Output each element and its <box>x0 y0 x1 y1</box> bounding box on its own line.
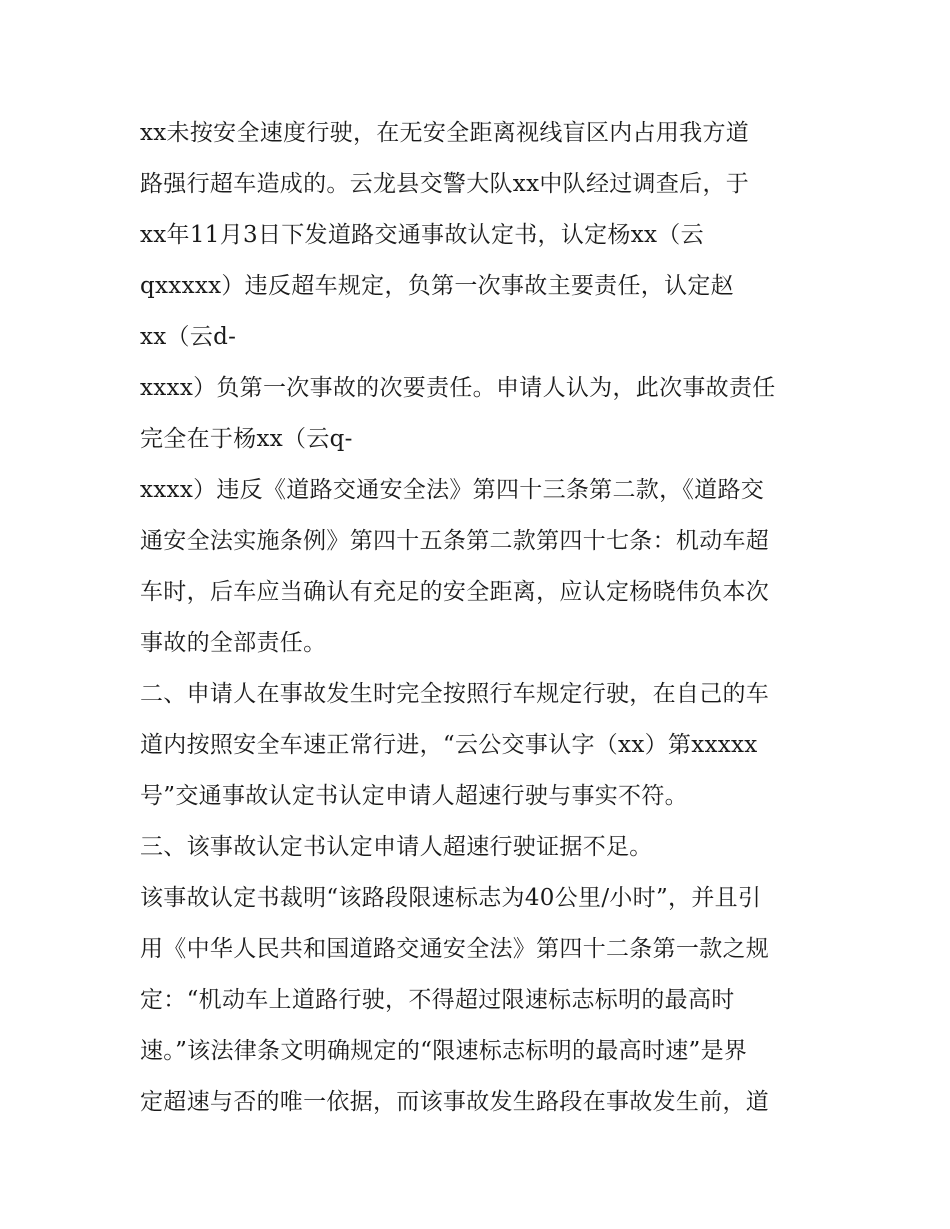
text-line: 用《中华人民共和国道路交通安全法》第四十二条第一款之规 <box>140 936 770 962</box>
text-line: xx未按安全速度行驶，在无安全距离视线盲区内占用我方道 <box>140 120 750 146</box>
text-line: 速。”该法律条文明确规定的“限速标志标明的最高时速”是界 <box>140 1038 748 1064</box>
text-line: 路强行超车造成的。云龙县交警大队xx中队经过调查后，于 <box>140 171 750 197</box>
text-line: 道内按照安全车速正常行进，“云公交事认字（xx）第xxxxx <box>140 732 758 758</box>
text-line: qxxxxx）违反超车规定，负第一次事故主要责任，认定赵 <box>140 273 734 299</box>
text-line: 二、申请人在事故发生时完全按照行车规定行驶，在自己的车 <box>140 681 770 707</box>
text-line: 定超速与否的唯一依据，而该事故发生路段在事故发生前，道 <box>140 1089 770 1115</box>
text-line: xx（云d- <box>140 324 237 350</box>
text-line: 完全在于杨xx（云q- <box>140 426 353 452</box>
text-line: xxxx）违反《道路交通安全法》第四十三条第二款，《道路交 <box>140 477 765 503</box>
text-line: 该事故认定书裁明“该路段限速标志为40公里/小时”，并且引 <box>140 885 762 911</box>
text-line: 定：“机动车上道路行驶，不得超过限速标志标明的最高时 <box>140 987 735 1013</box>
document-body <box>140 108 830 1128</box>
text-line: 号”交通事故认定书认定申请人超速行驶与事实不符。 <box>140 783 688 809</box>
text-line: 通安全法实施条例》第四十五条第二款第四十七条：机动车超 <box>140 528 770 554</box>
text-line: xx年11月3日下发道路交通事故认定书，认定杨xx（云 <box>140 222 704 248</box>
text-line: 事故的全部责任。 <box>140 630 327 656</box>
text-line: xxxx）负第一次事故的次要责任。申请人认为，此次事故责任 <box>140 375 776 401</box>
text-line: 车时，后车应当确认有充足的安全距离，应认定杨晓伟负本次 <box>140 579 770 605</box>
text-line: 三、该事故认定书认定申请人超速行驶证据不足。 <box>140 834 653 860</box>
